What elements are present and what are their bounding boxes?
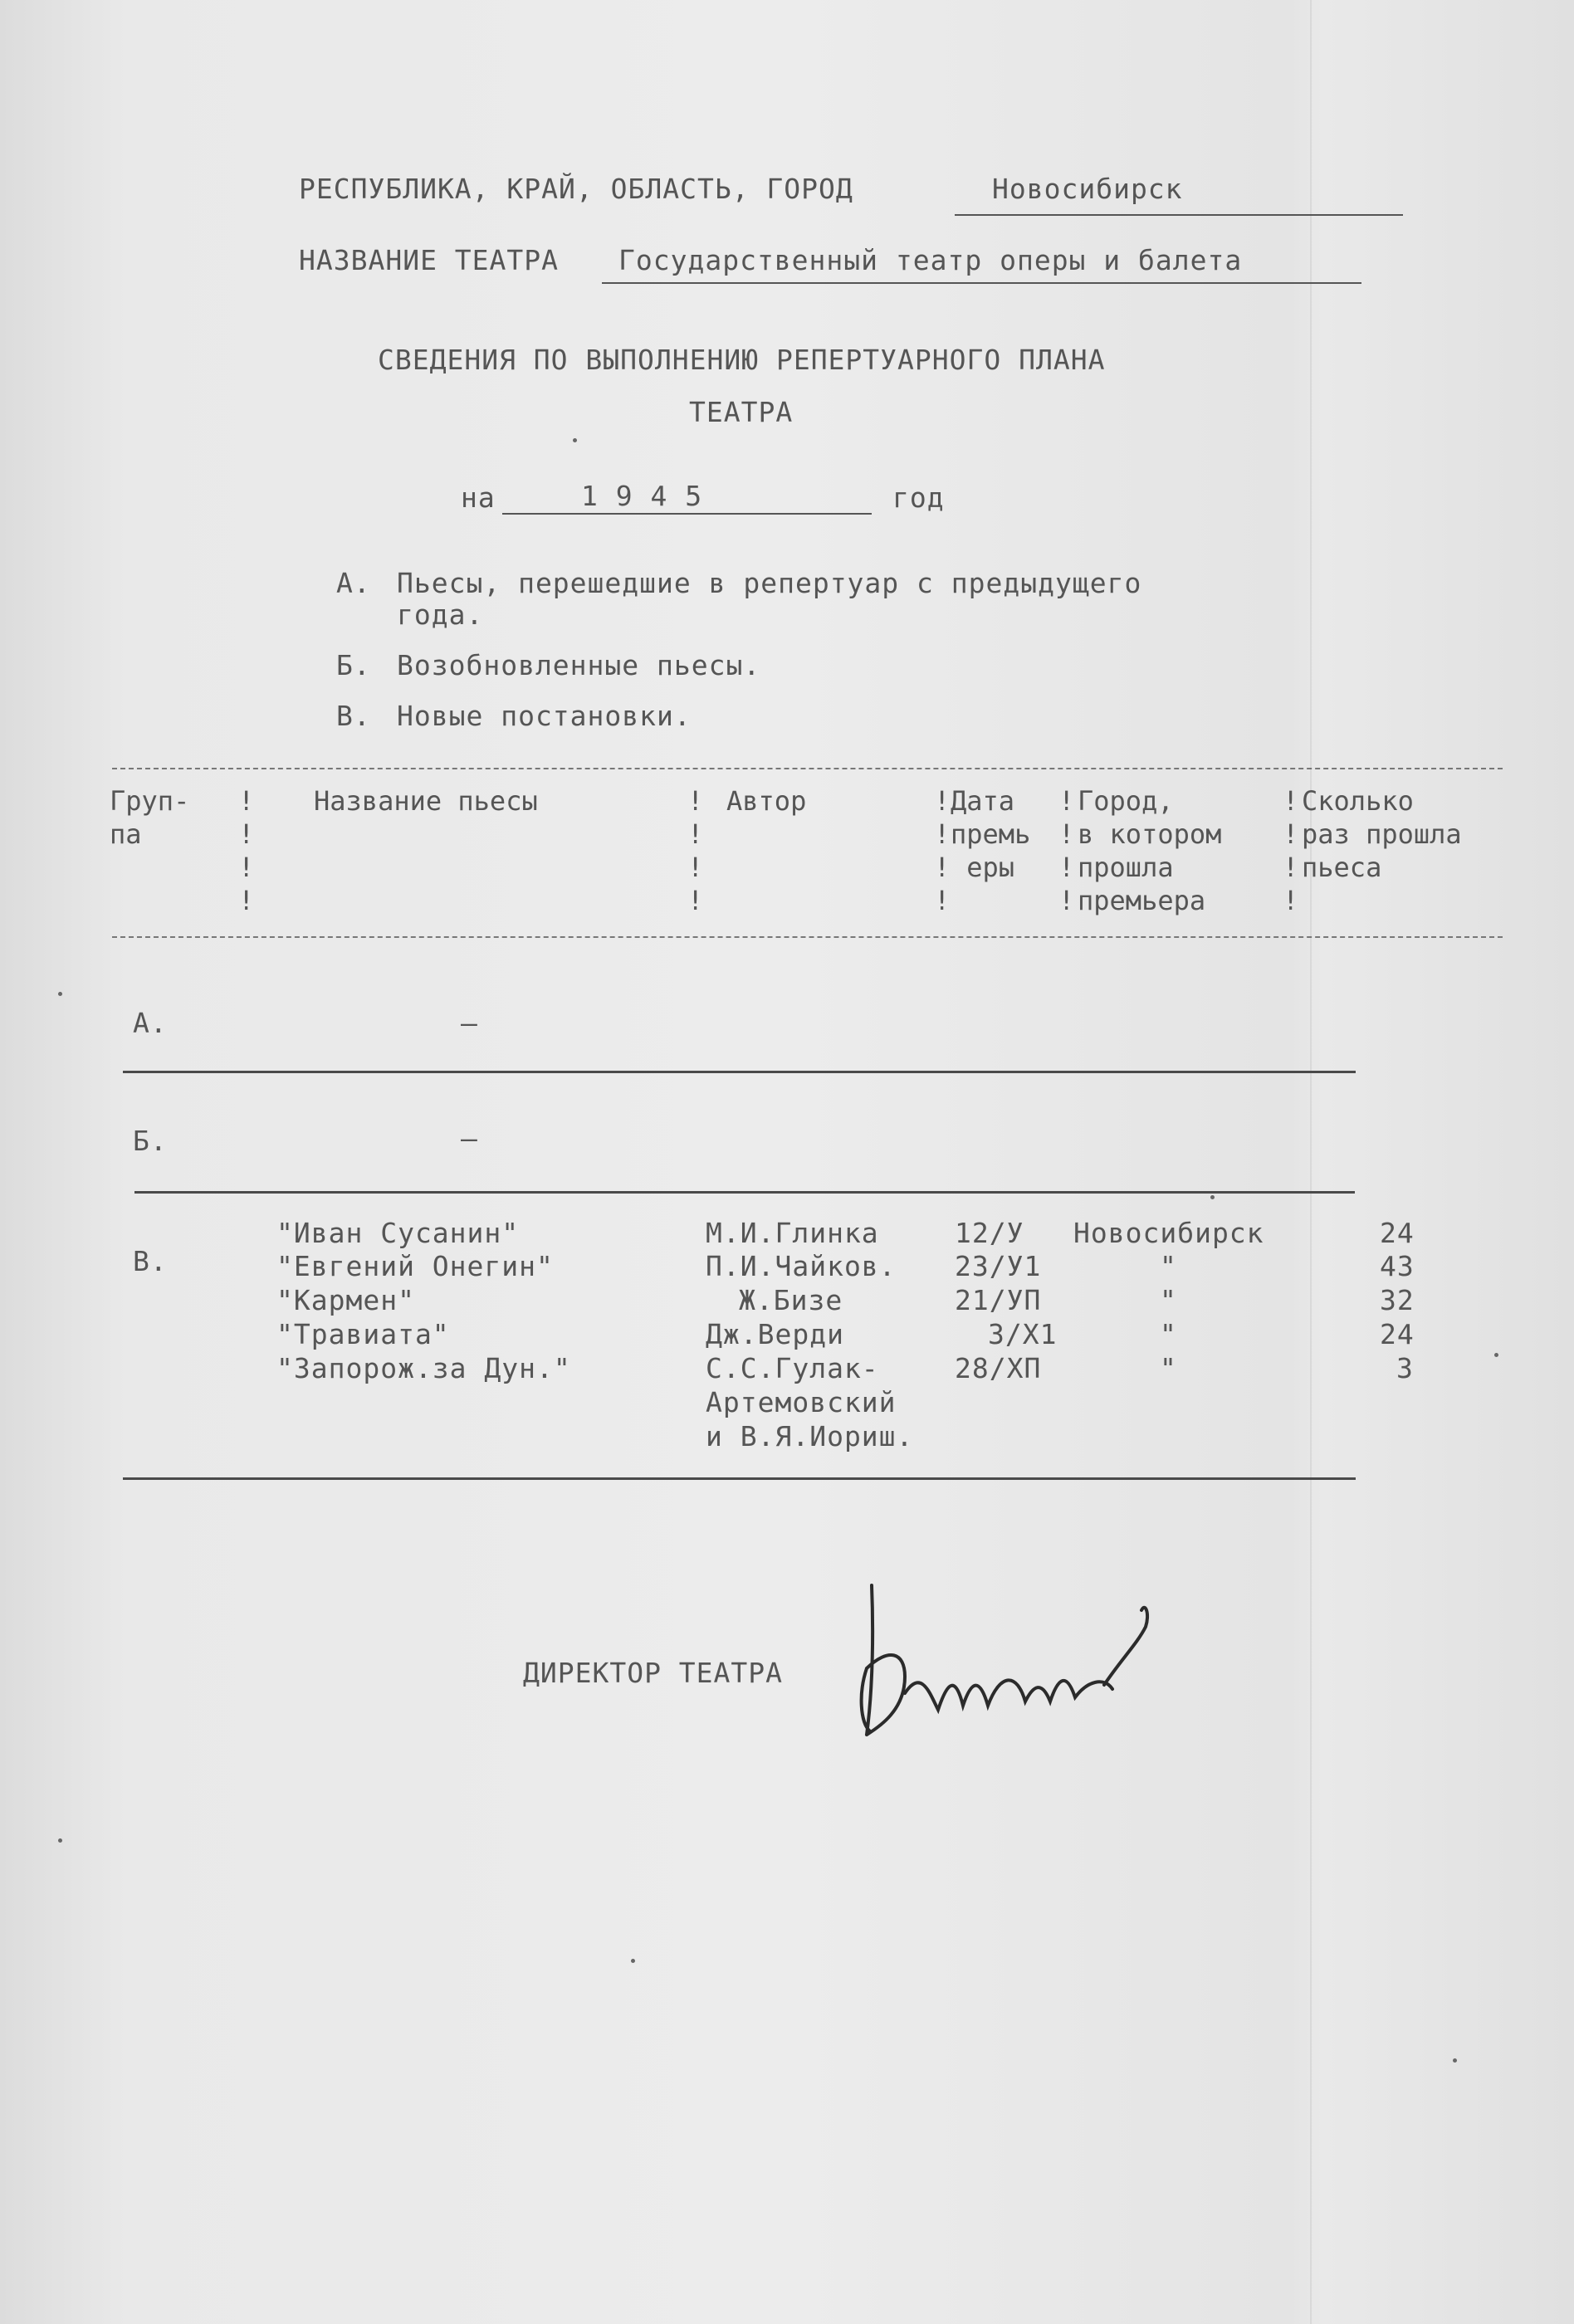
play-author: П.И.Чайков.: [706, 1250, 897, 1282]
header-sep-5: ! ! ! !: [1283, 785, 1299, 916]
play-author: С.С.Гулак-: [706, 1352, 879, 1384]
legend-a-text: Пьесы, перешедшие в репертуар с предыдущего: [397, 567, 1142, 599]
legend-a-letter: А.: [336, 567, 371, 599]
director-label: ДИРЕКТОР ТЕАТРА: [523, 1657, 784, 1689]
header-city: Город, в котором прошла премьера: [1078, 785, 1222, 916]
legend-a-text-2: года.: [397, 598, 484, 631]
play-author-line2: Артемовский: [706, 1386, 897, 1418]
year-value: 1 9 4 5: [581, 480, 703, 512]
paper-speck: [58, 1838, 62, 1843]
theatre-label: НАЗВАНИЕ ТЕАТРА: [299, 244, 560, 276]
play-author: Дж.Верди: [706, 1318, 844, 1350]
theatre-underline: [602, 282, 1361, 284]
theatre-value: Государственный театр оперы и балета: [618, 244, 1243, 276]
report-title-line2: ТЕАТРА: [689, 396, 794, 428]
year-suffix: год: [892, 481, 945, 514]
play-name: "Евгений Онегин": [276, 1250, 554, 1282]
play-name: "Кармен": [276, 1284, 415, 1316]
year-underline: [502, 513, 872, 515]
paper-speck: [1210, 1195, 1215, 1199]
play-author: М.И.Глинка: [706, 1217, 879, 1249]
region-label: РЕСПУБЛИКА, КРАЙ, ОБЛАСТЬ, ГОРОД: [299, 173, 853, 205]
group-b-label: Б.: [133, 1125, 168, 1157]
premiere-date: 21/УП: [955, 1284, 1042, 1316]
premiere-city: ": [1160, 1318, 1177, 1350]
premiere-city: ": [1160, 1352, 1177, 1384]
year-prefix: на: [461, 481, 496, 514]
performance-count: 3: [1396, 1352, 1414, 1384]
premiere-city: Новосибирск: [1073, 1217, 1264, 1249]
group-b-rule: [134, 1191, 1355, 1194]
play-author: Ж.Бизе: [739, 1284, 843, 1316]
premiere-city: ": [1160, 1284, 1177, 1316]
group-v-rule: [123, 1477, 1356, 1480]
performance-count: 43: [1380, 1250, 1415, 1282]
group-a-label: А.: [133, 1007, 168, 1039]
premiere-date: 3/Х1: [988, 1318, 1058, 1350]
report-title: СВЕДЕНИЯ ПО ВЫПОЛНЕНИЮ РЕПЕРТУАРНОГО ПЛАНА: [378, 344, 1106, 376]
paper-speck: [1453, 2058, 1457, 2063]
table-header-border: [112, 936, 1503, 938]
table-top-border: [112, 768, 1503, 769]
legend-v-text: Новые постановки.: [397, 700, 692, 732]
play-name: "Иван Сусанин": [276, 1217, 520, 1249]
group-b-value: –: [461, 1122, 478, 1155]
header-author: Автор: [726, 785, 807, 817]
paper-fold: [1310, 0, 1312, 2324]
paper-speck: [58, 992, 62, 996]
group-a-value: –: [461, 1007, 478, 1039]
paper-speck: [1494, 1353, 1498, 1357]
region-underline: [955, 214, 1403, 216]
header-count: Сколько раз прошла пьеса: [1302, 785, 1462, 883]
performance-count: 24: [1380, 1217, 1415, 1249]
header-sep-3: ! ! ! !: [934, 785, 951, 916]
group-a-rule: [123, 1071, 1356, 1073]
header-group: Груп- па: [110, 785, 190, 850]
legend-b-letter: Б.: [336, 649, 371, 681]
header-sep-2: ! ! ! !: [687, 785, 704, 916]
play-name: "Запорож.за Дун.": [276, 1352, 571, 1384]
play-author-line3: и В.Я.Иориш.: [706, 1420, 914, 1452]
region-value: Новосибирск: [992, 173, 1183, 205]
header-sep-1: ! ! ! !: [238, 785, 255, 916]
performance-count: 32: [1380, 1284, 1415, 1316]
legend-b-text: Возобновленные пьесы.: [397, 649, 761, 681]
premiere-date: 23/У1: [955, 1250, 1042, 1282]
performance-count: 24: [1380, 1318, 1415, 1350]
header-sep-4: ! ! ! !: [1058, 785, 1075, 916]
director-signature: [855, 1569, 1212, 1760]
header-play: Название пьесы: [314, 785, 538, 817]
paper-speck: [631, 1959, 635, 1963]
play-name: "Травиата": [276, 1318, 450, 1350]
header-date: Дата премь еры: [951, 785, 1031, 883]
group-v-label: В.: [133, 1245, 168, 1277]
premiere-date: 12/У: [955, 1217, 1024, 1249]
premiere-city: ": [1160, 1250, 1177, 1282]
legend-v-letter: В.: [336, 700, 371, 732]
paper-speck: [573, 438, 577, 442]
premiere-date: 28/ХП: [955, 1352, 1042, 1384]
